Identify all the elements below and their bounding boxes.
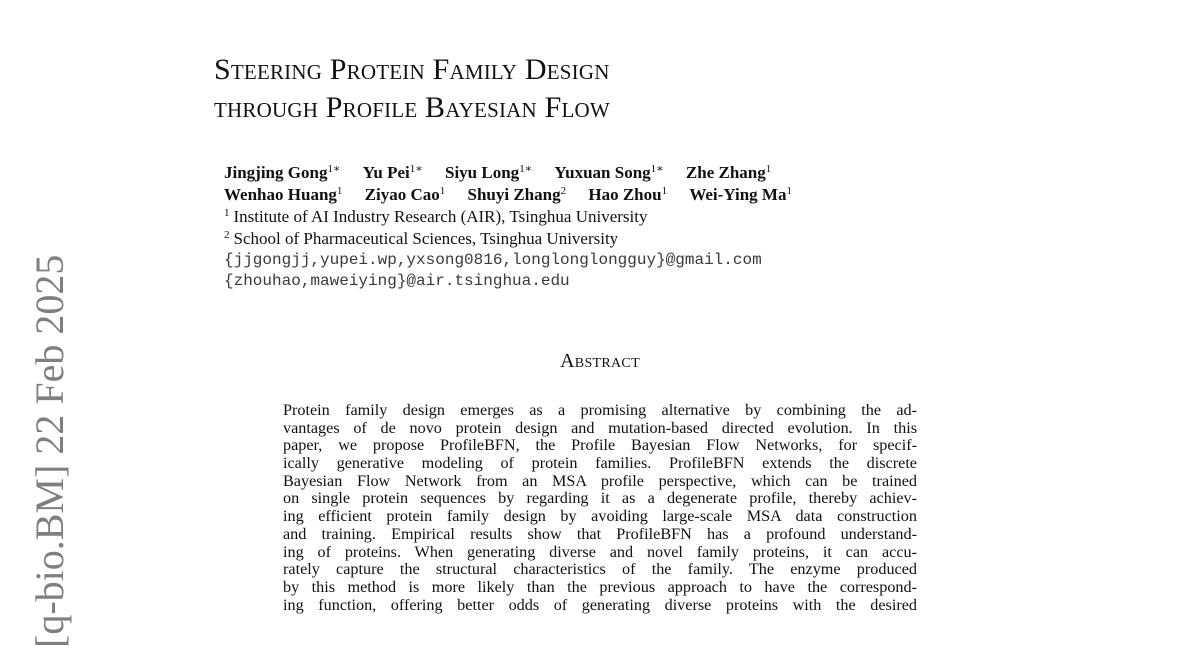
author-block (224, 162, 924, 292)
abstract-line: by this method is more likely than the previous approach to have the correspond- (283, 577, 917, 596)
author-line-1 (224, 162, 924, 184)
author: Siyu Long$^{1∗}$ (445, 163, 533, 182)
abstract-line: ically generative modeling of protein families. ProfileBFN extends the discrete (283, 454, 917, 473)
paper-title (214, 51, 610, 127)
author: Jingjing Gong$^{1∗}$ (224, 163, 341, 182)
author: Ziyao Cao$^1$ (364, 185, 446, 204)
title-line-1: Steering Protein Family Design (214, 53, 610, 86)
abstract-line: ing function, offering better odds of generating diverse proteins with the desired (283, 595, 917, 614)
abstract-body (283, 402, 917, 614)
arxiv-stamp (26, 255, 73, 648)
abstract-line: Protein family design emerges as a promising alternative by combining the ad- (283, 401, 917, 419)
abstract-line: Bayesian Flow Network from an MSA profile perspective, which can be trained (283, 471, 917, 490)
abstract-line: vantages of de novo protein design and mutation-based directed evolution. In this (283, 418, 917, 437)
author: Yuxuan Song$^{1∗}$ (554, 163, 664, 182)
arxiv-stamp-text: [q-bio.BM] 22 Feb 2025 (27, 254, 72, 648)
abstract-line: paper, we propose ProfileBFN, the Profile Bayesian Flow Networks, for specif- (283, 436, 917, 455)
abstract-line: on single protein sequences by regarding it as a degenerate profile, thereby achiev- (283, 489, 917, 508)
abstract-line: ing efficient protein family design by avoiding large-scale MSA data construction (283, 507, 917, 526)
abstract-line: rately capture the structural characteristics of the family. The enzyme produced (283, 560, 917, 579)
author: Wei-Ying Ma$^1$ (689, 185, 792, 204)
abstract-heading: Abstract (560, 350, 640, 372)
author: Hao Zhou$^1$ (588, 185, 668, 204)
abstract-line: ing of proteins. When generating diverse and novel family proteins, it can accu- (283, 542, 917, 561)
abstract-line: and training. Empirical results show that ProfileBFN has a profound understand- (283, 524, 917, 543)
author: Zhe Zhang$^1$ (685, 163, 772, 182)
author-line-2 (224, 184, 924, 206)
title-line-2: through Profile Bayesian Flow (214, 91, 610, 124)
author: Shuyi Zhang$^2$ (467, 185, 567, 204)
affiliation: $^2$ School of Pharmaceutical Sciences, Tsinghua University (224, 229, 619, 248)
email-line[interactable]: {zhouhao,maweiying}@air.tsinghua.edu (224, 272, 570, 290)
author: Wenhao Huang$^1$ (224, 185, 343, 204)
affiliation: $^1$ Institute of AI Industry Research (AIR), Tsinghua University (224, 207, 648, 226)
author: Yu Pei$^{1∗}$ (362, 163, 423, 182)
email-line[interactable]: {jjgongjj,yupei.wp,yxsong0816,longlonglongguy}@gmail.com (224, 251, 762, 269)
